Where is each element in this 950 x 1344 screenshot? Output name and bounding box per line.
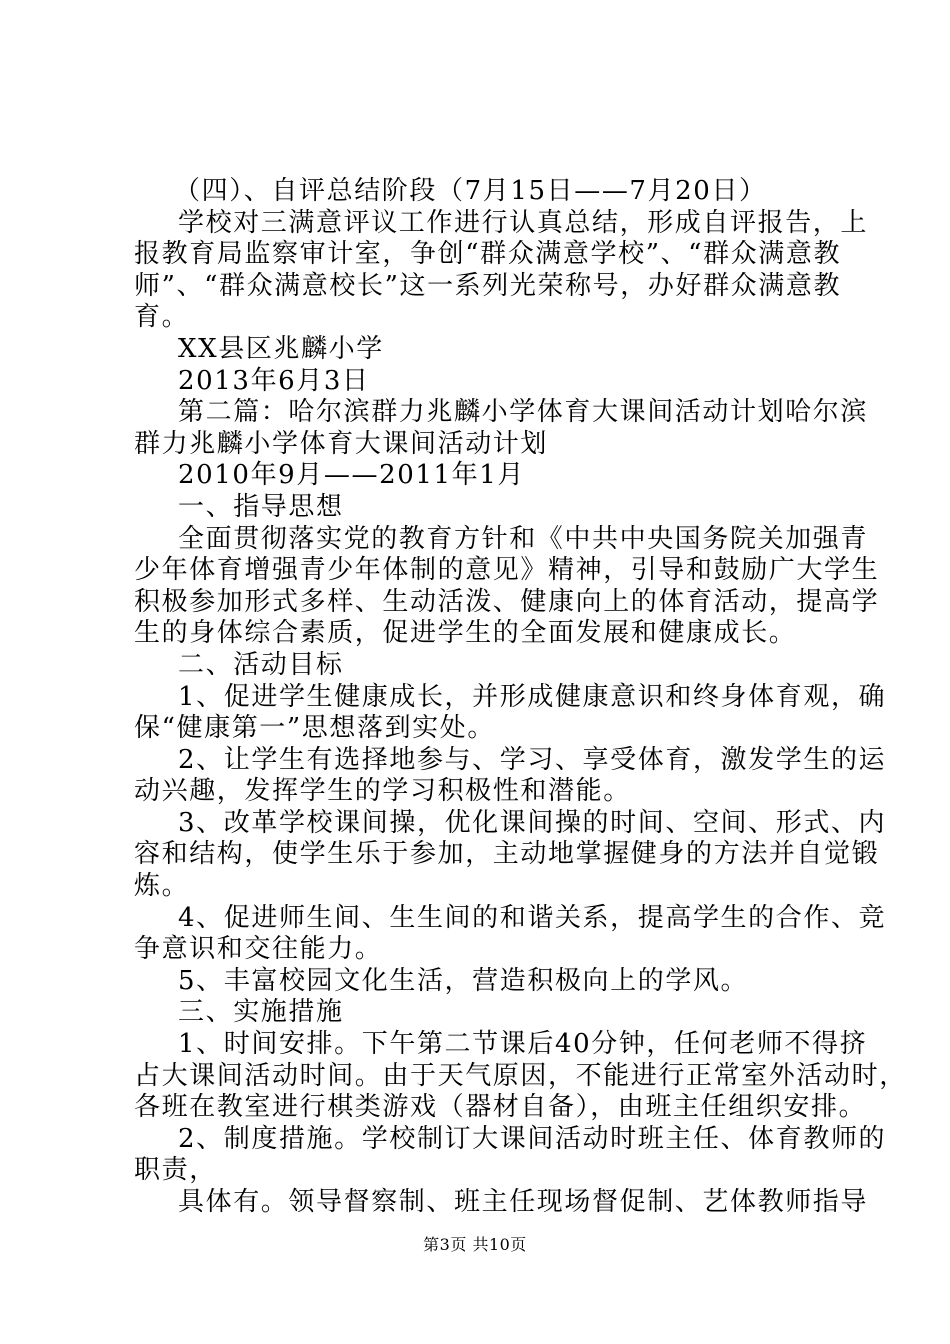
list-item-line: 各班在教室进行棋类游戏（器材自备），由班主任组织安排。: [134, 1092, 867, 1123]
section-heading-guiding-thought: 一、指导思想: [178, 491, 344, 522]
section-heading-goals: 二、活动目标: [178, 649, 344, 680]
paragraph-line: 学校对三满意评议工作进行认真总结，形成自评报告，上: [178, 207, 869, 238]
signature-date: 2013年6月3日: [178, 365, 370, 396]
paragraph-line: 师”、“群众满意校长”这一系列光荣称号，办好群众满意教: [134, 270, 842, 301]
paragraph-line: 生的身体综合素质，促进学生的全面发展和健康成长。: [134, 618, 797, 649]
signature-school: XX县区兆麟小学: [178, 333, 384, 364]
paragraph-line: 育。: [134, 302, 190, 333]
plan-period: 2010年9月——2011年1月: [178, 460, 526, 491]
list-item-line: 4、促进师生间、生生间的和谐关系，提高学生的合作、竞: [178, 902, 887, 933]
list-item-line: 2、制度措施。学校制订大课间活动时班主任、体育教师的: [178, 1123, 887, 1154]
list-item-line: 争意识和交往能力。: [134, 934, 383, 965]
paragraph-line: 报教育局监察审计室，争创“群众满意学校”、“群众满意教: [134, 239, 842, 270]
document-body: [134, 176, 907, 1219]
list-item-line: 5、丰富校园文化生活，营造积极向上的学风。: [178, 965, 749, 996]
chapter-title: 第二篇：哈尔滨群力兆麟小学体育大课间活动计划哈尔滨: [178, 397, 869, 428]
chapter-title-continued: 群力兆麟小学体育大课间活动计划: [134, 428, 549, 459]
list-item-line: 动兴趣，发挥学生的学习积极性和潜能。: [134, 776, 631, 807]
list-item-line: 占大课间活动时间。由于天气原因，不能进行正常室外活动时，: [134, 1060, 907, 1091]
list-item-line: 2、让学生有选择地参与、学习、享受体育，激发学生的运: [178, 744, 887, 775]
paragraph-line: 少年体育增强青少年体制的意见》精神，引导和鼓励广大学生: [134, 555, 880, 586]
list-item-line: 3、改革学校课间操，优化课间操的时间、空间、形式、内: [178, 807, 887, 838]
paragraph-line: 积极参加形式多样、生动活泼、健康向上的体育活动，提高学: [134, 586, 880, 617]
list-item-line: 保“健康第一”思想落到实处。: [134, 713, 495, 744]
paragraph-line: 全面贯彻落实党的教育方针和《中共中央国务院关加强青: [178, 523, 869, 554]
list-item-line: 1、促进学生健康成长，并形成健康意识和终身体育观，确: [178, 681, 887, 712]
list-item-line: 炼。: [134, 871, 190, 902]
list-item-line: 具体有。领导督察制、班主任现场督促制、艺体教师指导: [178, 1187, 869, 1217]
section-heading-self-evaluation: （四）、自评总结阶段（7月15日——7月20日）: [174, 176, 767, 206]
page-number-footer: 第3页 共10页: [423, 1235, 527, 1254]
list-item-line: 1、时间安排。下午第二节课后40分钟，任何老师不得挤: [178, 1029, 868, 1060]
list-item-line: 容和结构，使学生乐于参加，主动地掌握健身的方法并自觉锻: [134, 839, 880, 870]
section-heading-measures: 三、实施措施: [178, 997, 344, 1028]
list-item-line: 职责，: [134, 1155, 217, 1186]
